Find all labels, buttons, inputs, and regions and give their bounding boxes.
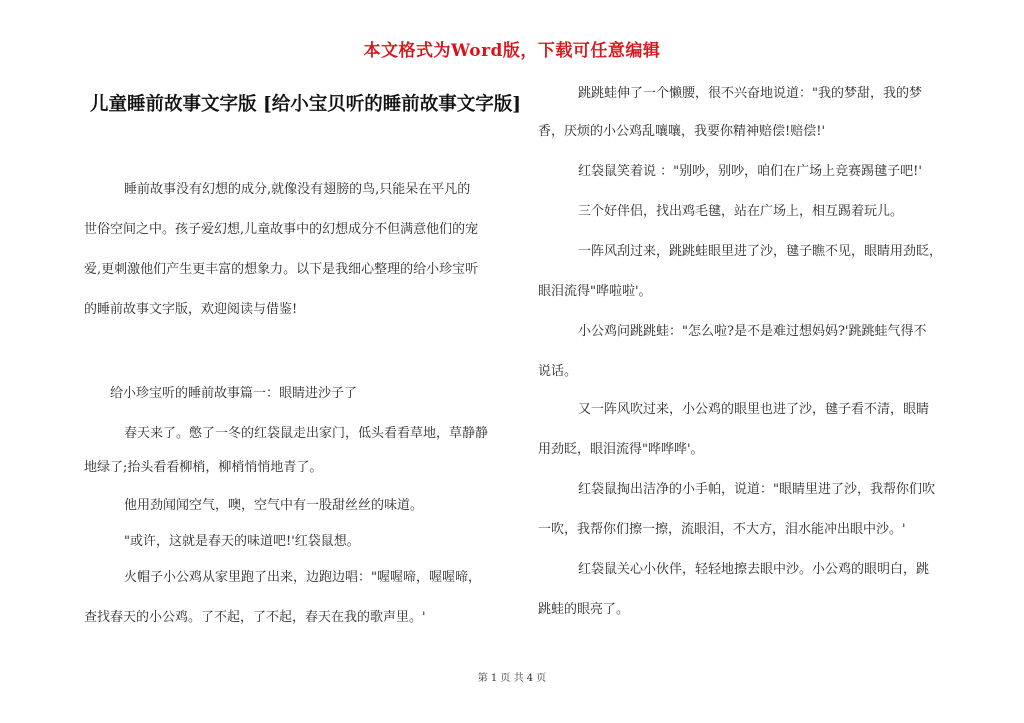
- paragraph-line: 跳跳蛙伸了一个懒腰，很不兴奋地说道："我的梦甜，我的梦: [578, 86, 922, 101]
- word-version-banner: 本文格式为Word版，下载可任意编辑: [363, 41, 661, 61]
- paragraph-line: 红袋鼠掏出洁净的小手帕，说道："眼睛里进了沙，我帮你们吹: [578, 482, 935, 497]
- left-column: [84, 180, 504, 628]
- paragraph-line: 他用劲闻闻空气，噢，空气中有一股甜丝丝的味道。: [124, 498, 424, 513]
- page-number-footer: 第 1 页 共 4 页: [477, 673, 547, 684]
- paragraph-line: 用劲眨，眼泪流得"哗哗哗'。: [538, 442, 704, 457]
- intro-line: 爱,更刺激他们产生更丰富的想象力。以下是我细心整理的给小珍宝听: [84, 262, 479, 277]
- paragraph-line: 香，厌烦的小公鸡乱嚷嚷，我要你精神赔偿!赔偿!': [538, 124, 826, 139]
- paragraph-line: 说话。: [538, 364, 578, 379]
- paragraph-line: 三个好伴侣，找出鸡毛毽，站在广场上，相互踢着玩儿。: [578, 204, 904, 219]
- paragraph-line: 小公鸡问跳跳蛙："怎么啦?是不是难过想妈妈?'跳跳蛙气得不: [578, 324, 927, 339]
- paragraph-line: 火帽子小公鸡从家里跑了出来，边跑边唱："喔喔啼，喔喔啼，: [124, 570, 481, 585]
- paragraph-line: 一阵风刮过来，跳跳蛙眼里进了沙，毽子瞧不见，眼睛用劲眨，: [578, 244, 943, 259]
- paragraph-line: 跳蛙的眼亮了。: [538, 602, 630, 617]
- paragraph-line: 红袋鼠笑着说 ："别吵，别吵，咱们在广场上竞赛踢毽子吧!': [578, 164, 922, 179]
- intro-line: 睡前故事没有幻想的成分,就像没有翅膀的鸟,只能呆在平凡的: [124, 182, 471, 197]
- section-heading: 给小珍宝听的睡前故事篇一：眼睛进沙子了: [110, 386, 358, 401]
- intro-line: 世俗空间之中。孩子爱幻想,儿童故事中的幻想成分不但满意他们的宠: [84, 222, 479, 237]
- document-title: 儿童睡前故事文字版 [给小宝贝听的睡前故事文字版]: [90, 94, 521, 115]
- paragraph-line: 春天来了。憋了一冬的红袋鼠走出家门，低头看看草地，草静静: [124, 426, 489, 441]
- paragraph-line: 又一阵风吹过来，小公鸡的眼里也进了沙，毽子看不清，眼睛: [578, 402, 930, 417]
- paragraph-line: 眼泪流得"哗啦啦'。: [538, 284, 652, 299]
- paragraph-line: 红袋鼠关心小伙伴，轻轻地擦去眼中沙。小公鸡的眼明白，跳: [578, 562, 930, 577]
- paragraph-line: 地绿了;抬头看看柳梢，柳梢悄悄地青了。: [84, 460, 323, 475]
- right-column: [538, 84, 968, 620]
- intro-line: 的睡前故事文字版，欢迎阅读与借鉴!: [84, 302, 298, 317]
- paragraph-line: 查找春天的小公鸡。了不起，了不起，春天在我的歌声里。': [84, 610, 426, 625]
- paragraph-line: "或许，这就是春天的味道吧!'红袋鼠想。: [124, 534, 360, 549]
- paragraph-line: 一吹，我帮你们擦一擦，流眼泪，不大方，泪水能冲出眼中沙。': [538, 522, 906, 537]
